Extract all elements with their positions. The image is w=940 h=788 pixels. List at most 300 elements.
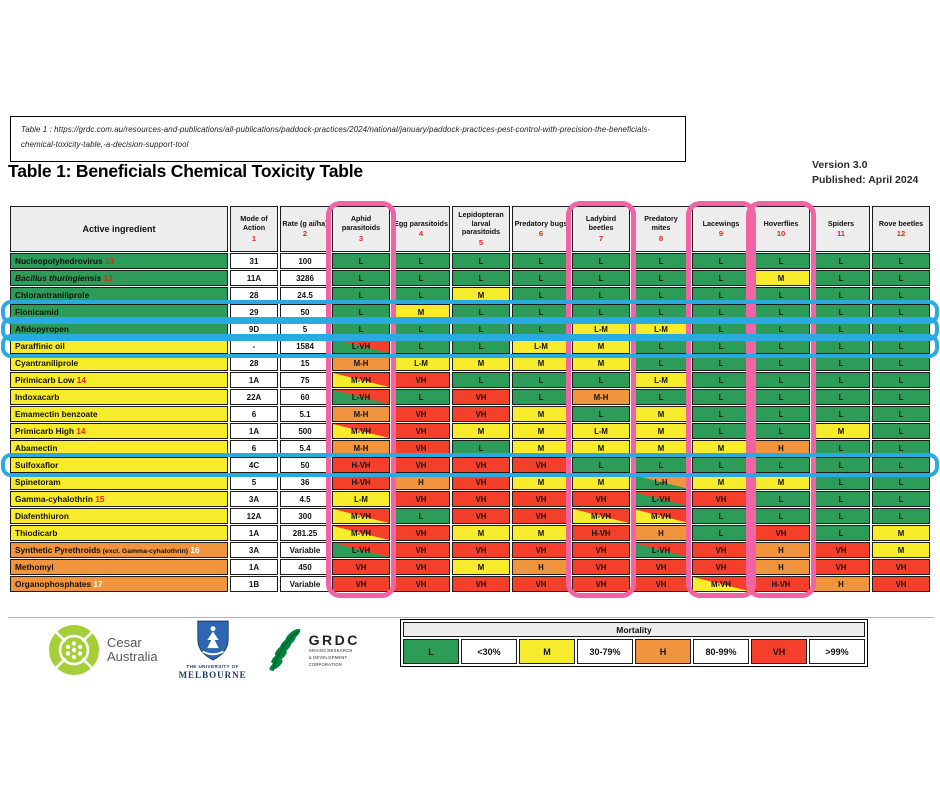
toxicity-cell-lepidopteran-larval-parasitoids: L xyxy=(452,270,510,286)
toxicity-cell-rove-beetles: L xyxy=(872,338,930,354)
cesar-australia-logo xyxy=(48,624,158,676)
ingredient-name: Nucleopolyhedrovirus 13 xyxy=(10,253,228,269)
toxicity-cell-predatory-bugs: M xyxy=(512,440,570,456)
toxicity-cell-spiders: L xyxy=(812,355,870,371)
toxicity-cell-aphid-parasitoids: M-VH xyxy=(332,508,390,524)
toxicity-cell-predatory-mites: L xyxy=(632,338,690,354)
toxicity-cell-predatory-mites: VH xyxy=(632,576,690,592)
ingredient-name: Sulfoxaflor xyxy=(10,457,228,473)
toxicity-cell-lacewings: VH xyxy=(692,542,750,558)
toxicity-cell-lepidopteran-larval-parasitoids: M xyxy=(452,525,510,541)
col-header-lacewings: Lacewings 9 xyxy=(692,206,750,252)
row-gamma-cyhalothrin xyxy=(10,491,930,507)
toxicity-cell-predatory-mites: L xyxy=(632,287,690,303)
toxicity-cell-hoverflies: L xyxy=(752,508,810,524)
rate-value: 4.5 xyxy=(280,491,330,507)
mode-of-action-value: - xyxy=(230,338,278,354)
toxicity-cell-lacewings: L xyxy=(692,525,750,541)
toxicity-cell-ladybird-beetles: L xyxy=(572,287,630,303)
toxicity-cell-egg-parasitoids: VH xyxy=(392,559,450,575)
row-primicarb-high xyxy=(10,423,930,439)
toxicity-cell-spiders: L xyxy=(812,287,870,303)
toxicity-cell-spiders: L xyxy=(812,321,870,337)
mode-of-action-value: 4C xyxy=(230,457,278,473)
toxicity-cell-lepidopteran-larval-parasitoids: L xyxy=(452,372,510,388)
university-of-melbourne-logo xyxy=(175,620,251,680)
rate-value: 50 xyxy=(280,457,330,473)
toxicity-cell-predatory-mites: L xyxy=(632,389,690,405)
toxicity-cell-predatory-mites: M-VH xyxy=(632,508,690,524)
toxicity-cell-hoverflies: L xyxy=(752,321,810,337)
toxicity-cell-predatory-mites: L xyxy=(632,270,690,286)
toxicity-cell-spiders: L xyxy=(812,440,870,456)
toxicity-cell-rove-beetles: L xyxy=(872,508,930,524)
legend-key-m: M xyxy=(519,639,575,664)
legend-key-vh: VH xyxy=(751,639,807,664)
toxicity-cell-lacewings: L xyxy=(692,304,750,320)
toxicity-cell-ladybird-beetles: L-M xyxy=(572,423,630,439)
toxicity-cell-spiders: M xyxy=(812,423,870,439)
toxicity-cell-aphid-parasitoids: L xyxy=(332,321,390,337)
toxicity-cell-egg-parasitoids: VH xyxy=(392,491,450,507)
toxicity-cell-lepidopteran-larval-parasitoids: VH xyxy=(452,542,510,558)
ingredient-name: Diafenthiuron xyxy=(10,508,228,524)
toxicity-cell-hoverflies: H-VH xyxy=(752,576,810,592)
toxicity-cell-lepidopteran-larval-parasitoids: M xyxy=(452,355,510,371)
mode-of-action-value: 3A xyxy=(230,542,278,558)
rate-value: Variable xyxy=(280,576,330,592)
row-flonicamid xyxy=(10,304,930,320)
grdc-wheat-icon xyxy=(268,627,302,673)
rate-value: 36 xyxy=(280,474,330,490)
toxicity-cell-predatory-mites: L xyxy=(632,304,690,320)
toxicity-cell-spiders: L xyxy=(812,372,870,388)
toxicity-cell-aphid-parasitoids: L-VH xyxy=(332,389,390,405)
toxicity-cell-spiders: L xyxy=(812,253,870,269)
toxicity-cell-lacewings: VH xyxy=(692,491,750,507)
rate-value: 60 xyxy=(280,389,330,405)
toxicity-cell-ladybird-beetles: L xyxy=(572,457,630,473)
toxicity-cell-hoverflies: VH xyxy=(752,525,810,541)
table-header-row xyxy=(10,206,930,252)
toxicity-cell-predatory-mites: L xyxy=(632,457,690,473)
mode-of-action-value: 1A xyxy=(230,372,278,388)
toxicity-cell-lepidopteran-larval-parasitoids: VH xyxy=(452,406,510,422)
toxicity-cell-predatory-mites: M xyxy=(632,440,690,456)
grdc-name: GRDC xyxy=(308,631,360,648)
rate-value: 5 xyxy=(280,321,330,337)
ingredient-name: Afidopyropen xyxy=(10,321,228,337)
mode-of-action-value: 11A xyxy=(230,270,278,286)
toxicity-cell-predatory-mites: L-VH xyxy=(632,542,690,558)
mode-of-action-value: 28 xyxy=(230,355,278,371)
toxicity-cell-aphid-parasitoids: L-VH xyxy=(332,338,390,354)
toxicity-cell-spiders: L xyxy=(812,304,870,320)
toxicity-cell-lacewings: L xyxy=(692,389,750,405)
toxicity-cell-aphid-parasitoids: VH xyxy=(332,559,390,575)
grdc-sub2: & DEVELOPMENT xyxy=(308,655,348,661)
toxicity-cell-predatory-bugs: M xyxy=(512,355,570,371)
legend-range-vh: >99% xyxy=(809,639,865,664)
toxicity-cell-spiders: L xyxy=(812,457,870,473)
rate-value: 500 xyxy=(280,423,330,439)
toxicity-cell-lepidopteran-larval-parasitoids: VH xyxy=(452,491,510,507)
toxicity-cell-lacewings: L xyxy=(692,406,750,422)
toxicity-cell-lepidopteran-larval-parasitoids: M xyxy=(452,423,510,439)
toxicity-cell-spiders: L xyxy=(812,491,870,507)
rate-value: 24.5 xyxy=(280,287,330,303)
toxicity-cell-lepidopteran-larval-parasitoids: L xyxy=(452,440,510,456)
ingredient-name: Thiodicarb xyxy=(10,525,228,541)
mode-of-action-value: 1B xyxy=(230,576,278,592)
toxicity-cell-predatory-bugs: M xyxy=(512,474,570,490)
toxicity-cell-spiders: H xyxy=(812,576,870,592)
toxicity-cell-spiders: VH xyxy=(812,542,870,558)
toxicity-cell-hoverflies: M xyxy=(752,270,810,286)
toxicity-cell-ladybird-beetles: VH xyxy=(572,559,630,575)
toxicity-cell-lacewings: L xyxy=(692,287,750,303)
col-header-lepidopteran-larval-parasitoids: Lepidopteran larval parasitoids 5 xyxy=(452,206,510,252)
row-methomyl xyxy=(10,559,930,575)
toxicity-cell-rove-beetles: L xyxy=(872,304,930,320)
toxicity-cell-predatory-bugs: M xyxy=(512,423,570,439)
rate-value: 3286 xyxy=(280,270,330,286)
row-pirimicarb-low xyxy=(10,372,930,388)
col-header-predatory-bugs: Predatory bugs 6 xyxy=(512,206,570,252)
row-paraffinic-oil xyxy=(10,338,930,354)
toxicity-cell-spiders: L xyxy=(812,389,870,405)
mode-of-action-value: 1A xyxy=(230,525,278,541)
toxicity-cell-lacewings: L xyxy=(692,338,750,354)
version-info xyxy=(812,158,918,187)
col-header-predatory-mites: Predatory mites 8 xyxy=(632,206,690,252)
toxicity-cell-ladybird-beetles: L xyxy=(572,253,630,269)
cesar-aphid-icon xyxy=(48,624,100,676)
row-cyantraniliprole xyxy=(10,355,930,371)
ingredient-name: Organophosphates 17 xyxy=(10,576,228,592)
toxicity-cell-predatory-mites: L xyxy=(632,253,690,269)
toxicity-cell-hoverflies: L xyxy=(752,253,810,269)
mode-of-action-value: 12A xyxy=(230,508,278,524)
toxicity-cell-rove-beetles: L xyxy=(872,389,930,405)
toxicity-cell-ladybird-beetles: L-M xyxy=(572,321,630,337)
toxicity-cell-rove-beetles: L xyxy=(872,372,930,388)
toxicity-cell-ladybird-beetles: M-H xyxy=(572,389,630,405)
toxicity-cell-aphid-parasitoids: L xyxy=(332,287,390,303)
toxicity-cell-ladybird-beetles: M xyxy=(572,474,630,490)
legend-key-h: H xyxy=(635,639,691,664)
toxicity-cell-predatory-bugs: L xyxy=(512,389,570,405)
ingredient-name: Synthetic Pyrethroids (excl. Gamma-cyhalothrin) 16 xyxy=(10,542,228,558)
row-spinetoram xyxy=(10,474,930,490)
row-abamectin xyxy=(10,440,930,456)
partner-logos xyxy=(48,620,360,680)
row-thiodicarb xyxy=(10,525,930,541)
toxicity-cell-aphid-parasitoids: M-VH xyxy=(332,423,390,439)
ingredient-name: Chlorantraniliprole xyxy=(10,287,228,303)
rate-value: 5.1 xyxy=(280,406,330,422)
toxicity-cell-lacewings: L xyxy=(692,508,750,524)
ingredient-name: Flonicamid xyxy=(10,304,228,320)
rate-value: 100 xyxy=(280,253,330,269)
toxicity-cell-predatory-mites: L-M xyxy=(632,321,690,337)
page-title: Table 1: Beneficials Chemical Toxicity Table xyxy=(8,161,363,181)
toxicity-cell-lepidopteran-larval-parasitoids: M xyxy=(452,287,510,303)
ingredient-name: Primicarb High 14 xyxy=(10,423,228,439)
row-bacillus-thuringiensis xyxy=(10,270,930,286)
ingredient-name: Indoxacarb xyxy=(10,389,228,405)
toxicity-cell-hoverflies: L xyxy=(752,372,810,388)
toxicity-cell-spiders: L xyxy=(812,406,870,422)
rate-value: 15 xyxy=(280,355,330,371)
ingredient-name: Gamma-cyhalothrin 15 xyxy=(10,491,228,507)
mortality-legend-table xyxy=(401,620,867,666)
rate-value: 300 xyxy=(280,508,330,524)
toxicity-cell-ladybird-beetles: L xyxy=(572,270,630,286)
toxicity-cell-lacewings: VH xyxy=(692,559,750,575)
toxicity-cell-predatory-bugs: L-M xyxy=(512,338,570,354)
toxicity-cell-ladybird-beetles: VH xyxy=(572,576,630,592)
toxicity-cell-lepidopteran-larval-parasitoids: L xyxy=(452,321,510,337)
toxicity-cell-lepidopteran-larval-parasitoids: VH xyxy=(452,508,510,524)
toxicity-cell-ladybird-beetles: M-VH xyxy=(572,508,630,524)
mode-of-action-value: 22A xyxy=(230,389,278,405)
toxicity-cell-lacewings: L xyxy=(692,372,750,388)
toxicity-cell-rove-beetles: VH xyxy=(872,576,930,592)
toxicity-cell-lacewings: L xyxy=(692,270,750,286)
toxicity-cell-hoverflies: L xyxy=(752,355,810,371)
toxicity-cell-lacewings: L xyxy=(692,457,750,473)
cesar-logo-text: Cesar Australia xyxy=(107,635,158,664)
toxicity-cell-aphid-parasitoids: M-VH xyxy=(332,372,390,388)
mode-of-action-value: 31 xyxy=(230,253,278,269)
toxicity-cell-hoverflies: H xyxy=(752,542,810,558)
toxicity-cell-hoverflies: L xyxy=(752,406,810,422)
version-number: Version 3.0 xyxy=(812,159,868,171)
col-header-egg-parasitoids: Egg parasitoids 4 xyxy=(392,206,450,252)
toxicity-cell-aphid-parasitoids: M-H xyxy=(332,406,390,422)
legend-range-l: <30% xyxy=(461,639,517,664)
toxicity-cell-rove-beetles: L xyxy=(872,406,930,422)
legend-key-l: L xyxy=(403,639,459,664)
toxicity-cell-rove-beetles: L xyxy=(872,457,930,473)
toxicity-cell-predatory-bugs: VH xyxy=(512,576,570,592)
toxicity-cell-egg-parasitoids: VH xyxy=(392,542,450,558)
mode-of-action-value: 6 xyxy=(230,440,278,456)
ingredient-name: Emamectin benzoate xyxy=(10,406,228,422)
table-body xyxy=(10,253,930,592)
toxicity-cell-egg-parasitoids: L xyxy=(392,321,450,337)
row-afidopyropen xyxy=(10,321,930,337)
toxicity-cell-predatory-bugs: VH xyxy=(512,542,570,558)
col-header-ladybird-beetles: Ladybird beetles 7 xyxy=(572,206,630,252)
rate-value: 5.4 xyxy=(280,440,330,456)
toxicity-cell-predatory-mites: M xyxy=(632,423,690,439)
toxicity-cell-rove-beetles: L xyxy=(872,270,930,286)
toxicity-cell-predatory-mites: L-VH xyxy=(632,491,690,507)
source-citation-box xyxy=(10,116,686,162)
toxicity-cell-aphid-parasitoids: M-H xyxy=(332,440,390,456)
legend-title: Mortality xyxy=(403,622,865,637)
toxicity-cell-predatory-mites: VH xyxy=(632,559,690,575)
toxicity-cell-lacewings: M-VH xyxy=(692,576,750,592)
toxicity-cell-egg-parasitoids: L xyxy=(392,287,450,303)
ingredient-name: Abamectin xyxy=(10,440,228,456)
toxicity-cell-lacewings: M xyxy=(692,474,750,490)
toxicity-cell-lepidopteran-larval-parasitoids: L xyxy=(452,304,510,320)
toxicity-cell-predatory-mites: L-H xyxy=(632,474,690,490)
row-organophosphates xyxy=(10,576,930,592)
toxicity-cell-rove-beetles: L xyxy=(872,474,930,490)
toxicity-cell-aphid-parasitoids: H-VH xyxy=(332,457,390,473)
mortality-legend xyxy=(400,619,868,667)
toxicity-cell-egg-parasitoids: H xyxy=(392,474,450,490)
toxicity-cell-spiders: VH xyxy=(812,559,870,575)
toxicity-table xyxy=(8,205,932,593)
row-nucleopolyhedrovirus xyxy=(10,253,930,269)
toxicity-cell-predatory-mites: H xyxy=(632,525,690,541)
toxicity-cell-hoverflies: L xyxy=(752,287,810,303)
rate-value: 450 xyxy=(280,559,330,575)
toxicity-cell-rove-beetles: L xyxy=(872,423,930,439)
toxicity-cell-aphid-parasitoids: H-VH xyxy=(332,474,390,490)
toxicity-cell-predatory-bugs: L xyxy=(512,321,570,337)
source-citation-text: Table 1 : https://grdc.com.au/resources-and-publications/all-publications/paddock-practices/2024/national/january/paddock-practices-pest-control-with-precision-the-beneficials-chemical-toxicity-table,-a-decision-support-tool xyxy=(21,125,651,150)
col-header-mode-of-action: Mode of Action 1 xyxy=(230,206,278,252)
col-header-rove-beetles: Rove beetles 12 xyxy=(872,206,930,252)
toxicity-table-container xyxy=(8,205,936,593)
toxicity-cell-lacewings: L xyxy=(692,321,750,337)
mode-of-action-value: 29 xyxy=(230,304,278,320)
mode-of-action-value: 28 xyxy=(230,287,278,303)
toxicity-cell-egg-parasitoids: VH xyxy=(392,576,450,592)
ingredient-name: Paraffinic oil xyxy=(10,338,228,354)
toxicity-cell-egg-parasitoids: VH xyxy=(392,525,450,541)
published-date: Published: April 2024 xyxy=(812,173,919,186)
row-emamectin-benzoate xyxy=(10,406,930,422)
toxicity-cell-ladybird-beetles: VH xyxy=(572,491,630,507)
toxicity-cell-egg-parasitoids: L xyxy=(392,508,450,524)
toxicity-cell-hoverflies: M xyxy=(752,474,810,490)
legend-range-h: 80-99% xyxy=(693,639,749,664)
toxicity-cell-rove-beetles: VH xyxy=(872,559,930,575)
toxicity-cell-egg-parasitoids: VH xyxy=(392,423,450,439)
col-header-hoverflies: Hoverflies 10 xyxy=(752,206,810,252)
toxicity-cell-rove-beetles: L xyxy=(872,253,930,269)
toxicity-cell-egg-parasitoids: L xyxy=(392,253,450,269)
toxicity-cell-spiders: L xyxy=(812,508,870,524)
toxicity-cell-ladybird-beetles: M xyxy=(572,338,630,354)
toxicity-cell-predatory-mites: L-M xyxy=(632,372,690,388)
toxicity-cell-lacewings: L xyxy=(692,423,750,439)
toxicity-cell-hoverflies: L xyxy=(752,423,810,439)
ingredient-name: Cyantraniliprole xyxy=(10,355,228,371)
toxicity-cell-lepidopteran-larval-parasitoids: VH xyxy=(452,576,510,592)
toxicity-cell-aphid-parasitoids: L xyxy=(332,270,390,286)
toxicity-cell-egg-parasitoids: VH xyxy=(392,372,450,388)
toxicity-cell-ladybird-beetles: M xyxy=(572,440,630,456)
toxicity-cell-egg-parasitoids: M xyxy=(392,304,450,320)
mode-of-action-value: 1A xyxy=(230,423,278,439)
rate-value: 50 xyxy=(280,304,330,320)
mode-of-action-value: 6 xyxy=(230,406,278,422)
toxicity-cell-aphid-parasitoids: M-H xyxy=(332,355,390,371)
grdc-sub3: CORPORATION xyxy=(308,661,342,667)
toxicity-cell-aphid-parasitoids: VH xyxy=(332,576,390,592)
col-header-active-ingredient: Active ingredient xyxy=(10,206,228,252)
toxicity-cell-aphid-parasitoids: M-VH xyxy=(332,525,390,541)
legend-range-m: 30-79% xyxy=(577,639,633,664)
col-header-aphid-parasitoids: Aphid parasitoids 3 xyxy=(332,206,390,252)
toxicity-cell-lacewings: M xyxy=(692,440,750,456)
toxicity-cell-predatory-bugs: L xyxy=(512,253,570,269)
grdc-sub1: GRAINS RESEARCH xyxy=(308,648,353,654)
toxicity-cell-predatory-bugs: VH xyxy=(512,508,570,524)
grdc-logo xyxy=(268,627,360,673)
rate-value: 281.25 xyxy=(280,525,330,541)
mode-of-action-value: 1A xyxy=(230,559,278,575)
toxicity-cell-predatory-bugs: VH xyxy=(512,457,570,473)
toxicity-cell-predatory-bugs: L xyxy=(512,270,570,286)
toxicity-cell-hoverflies: L xyxy=(752,304,810,320)
toxicity-cell-lepidopteran-larval-parasitoids: L xyxy=(452,253,510,269)
toxicity-cell-lepidopteran-larval-parasitoids: VH xyxy=(452,474,510,490)
toxicity-cell-hoverflies: H xyxy=(752,559,810,575)
toxicity-cell-egg-parasitoids: L xyxy=(392,338,450,354)
toxicity-cell-spiders: L xyxy=(812,525,870,541)
toxicity-cell-predatory-bugs: M xyxy=(512,525,570,541)
toxicity-cell-predatory-bugs: L xyxy=(512,287,570,303)
mode-of-action-value: 9D xyxy=(230,321,278,337)
toxicity-cell-rove-beetles: L xyxy=(872,321,930,337)
row-diafenthiuron xyxy=(10,508,930,524)
divider-line xyxy=(8,617,934,618)
col-header-rate-g-ai-ha: Rate (g ai/ha) 2 xyxy=(280,206,330,252)
toxicity-cell-predatory-bugs: H xyxy=(512,559,570,575)
toxicity-cell-ladybird-beetles: H-VH xyxy=(572,525,630,541)
toxicity-cell-rove-beetles: L xyxy=(872,287,930,303)
toxicity-cell-spiders: L xyxy=(812,270,870,286)
toxicity-cell-predatory-bugs: L xyxy=(512,304,570,320)
col-header-spiders: Spiders 11 xyxy=(812,206,870,252)
toxicity-cell-aphid-parasitoids: L-VH xyxy=(332,542,390,558)
ingredient-name: Pirimicarb Low 14 xyxy=(10,372,228,388)
toxicity-cell-predatory-bugs: M xyxy=(512,406,570,422)
mode-of-action-value: 5 xyxy=(230,474,278,490)
toxicity-cell-predatory-bugs: L xyxy=(512,372,570,388)
rate-value: Variable xyxy=(280,542,330,558)
toxicity-cell-egg-parasitoids: L-M xyxy=(392,355,450,371)
toxicity-cell-egg-parasitoids: VH xyxy=(392,440,450,456)
row-sulfoxaflor xyxy=(10,457,930,473)
toxicity-cell-hoverflies: H xyxy=(752,440,810,456)
toxicity-cell-rove-beetles: L xyxy=(872,491,930,507)
row-indoxacarb xyxy=(10,389,930,405)
toxicity-cell-aphid-parasitoids: L xyxy=(332,304,390,320)
toxicity-cell-spiders: L xyxy=(812,338,870,354)
toxicity-cell-aphid-parasitoids: L-M xyxy=(332,491,390,507)
ingredient-name: Spinetoram xyxy=(10,474,228,490)
unimelb-line2: MELBOURNE xyxy=(178,670,247,680)
legend-row xyxy=(403,639,865,664)
toxicity-cell-egg-parasitoids: VH xyxy=(392,406,450,422)
toxicity-cell-hoverflies: L xyxy=(752,389,810,405)
toxicity-cell-hoverflies: L xyxy=(752,457,810,473)
toxicity-cell-lepidopteran-larval-parasitoids: VH xyxy=(452,389,510,405)
unimelb-crest-icon xyxy=(195,620,231,662)
grdc-logo-text xyxy=(309,633,360,667)
ingredient-name: Bacillus thuringiensis 13 xyxy=(10,270,228,286)
